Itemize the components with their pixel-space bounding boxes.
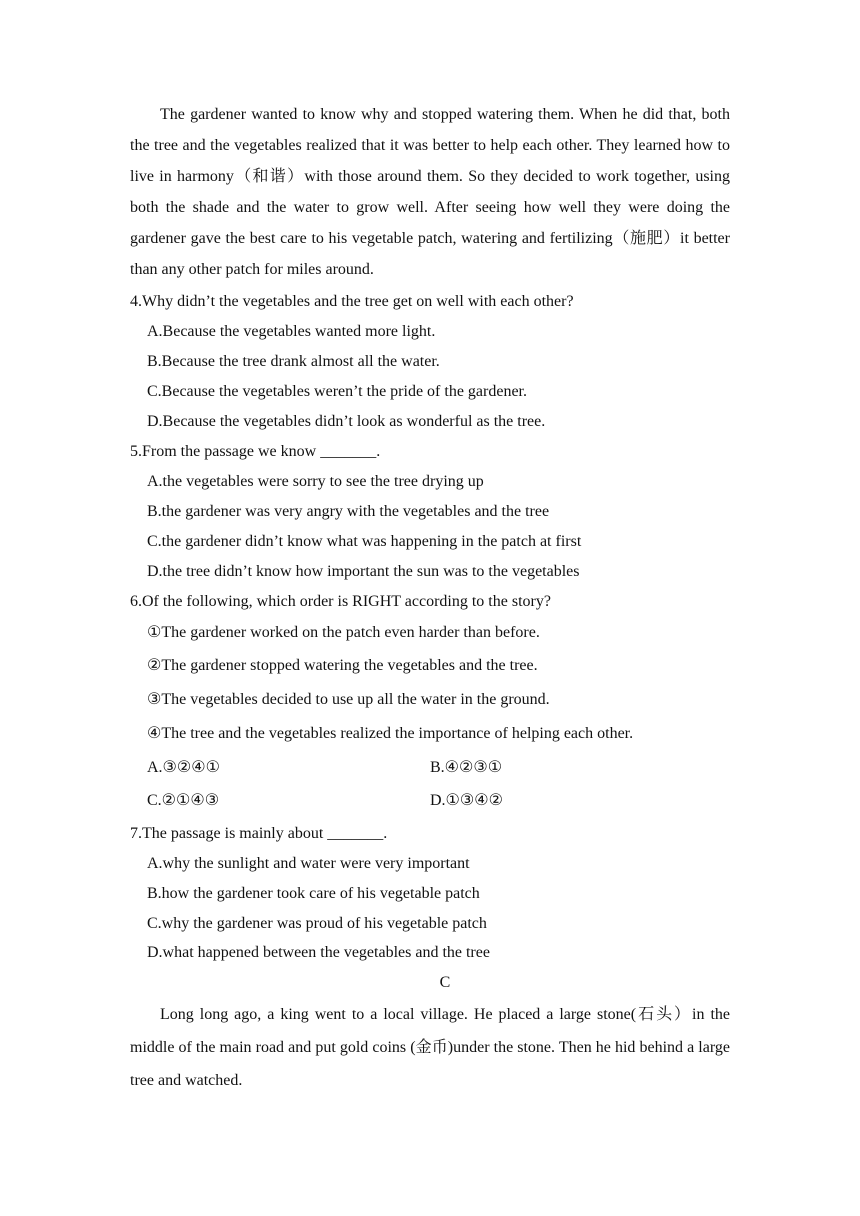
question-4-option-a: A.Because the vegetables wanted more light. <box>147 323 436 340</box>
passage-b-text: The gardener wanted to know why and stopped watering them. When he did that, both the tree and the vegetables realized that it was better to help each other. They learned how to live in harmony（和谐）with those around them. So they decided to work together, using both the shade and the water to grow well. After seeing how well they were doing the gardener gave the best care to his vegetable patch, watering and fertilizing（施肥）it better than any other patch for miles around. <box>130 106 730 278</box>
question-4-option-d: D.Because the vegetables didn’t look as wonderful as the tree. <box>147 413 546 430</box>
passage-b-paragraph <box>130 99 730 285</box>
question-7-option-c: C.why the gardener was proud of his vegetable patch <box>147 915 487 932</box>
question-5-stem: 5.From the passage we know _______. <box>130 443 381 460</box>
question-5-option-b: B.the gardener was very angry with the vegetables and the tree <box>147 503 550 520</box>
question-6-option-a: A.③②④① <box>147 759 220 776</box>
question-6-event-2: ②The gardener stopped watering the vegetables and the tree. <box>147 657 538 674</box>
question-6-option-c: C.②①④③ <box>147 792 220 809</box>
question-6-event-4: ④The tree and the vegetables realized the importance of helping each other. <box>147 725 634 742</box>
question-5-option-d: D.the tree didn’t know how important the sun was to the vegetables <box>147 563 580 580</box>
question-7-option-b: B.how the gardener took care of his vegetable patch <box>147 885 480 902</box>
question-7-option-a: A.why the sunlight and water were very important <box>147 855 470 872</box>
section-c-paragraph <box>130 998 730 1097</box>
section-c-heading: C <box>439 974 451 991</box>
question-5-option-c: C.the gardener didn’t know what was happening in the patch at first <box>147 533 582 550</box>
section-c-text: Long long ago, a king went to a local village. He placed a large stone(石头）in the middle of the main road and put gold coins (金币)under the stone. Then he hid behind a large tree and watched. <box>130 1006 730 1089</box>
question-6-event-1: ①The gardener worked on the patch even harder than before. <box>147 624 540 641</box>
question-4-option-b: B.Because the tree drank almost all the water. <box>147 353 440 370</box>
question-4-stem: 4.Why didn’t the vegetables and the tree get on well with each other? <box>130 293 574 310</box>
question-6-stem: 6.Of the following, which order is RIGHT according to the story? <box>130 593 551 610</box>
question-6-option-d: D.①③④② <box>430 792 503 809</box>
question-4-option-c: C.Because the vegetables weren’t the pride of the gardener. <box>147 383 527 400</box>
question-6-option-b: B.④②③① <box>430 759 503 776</box>
question-7-stem: 7.The passage is mainly about _______. <box>130 825 388 842</box>
question-7-option-d: D.what happened between the vegetables and the tree <box>147 944 490 961</box>
question-6-event-3: ③The vegetables decided to use up all the water in the ground. <box>147 691 550 708</box>
question-5-option-a: A.the vegetables were sorry to see the tree drying up <box>147 473 484 490</box>
